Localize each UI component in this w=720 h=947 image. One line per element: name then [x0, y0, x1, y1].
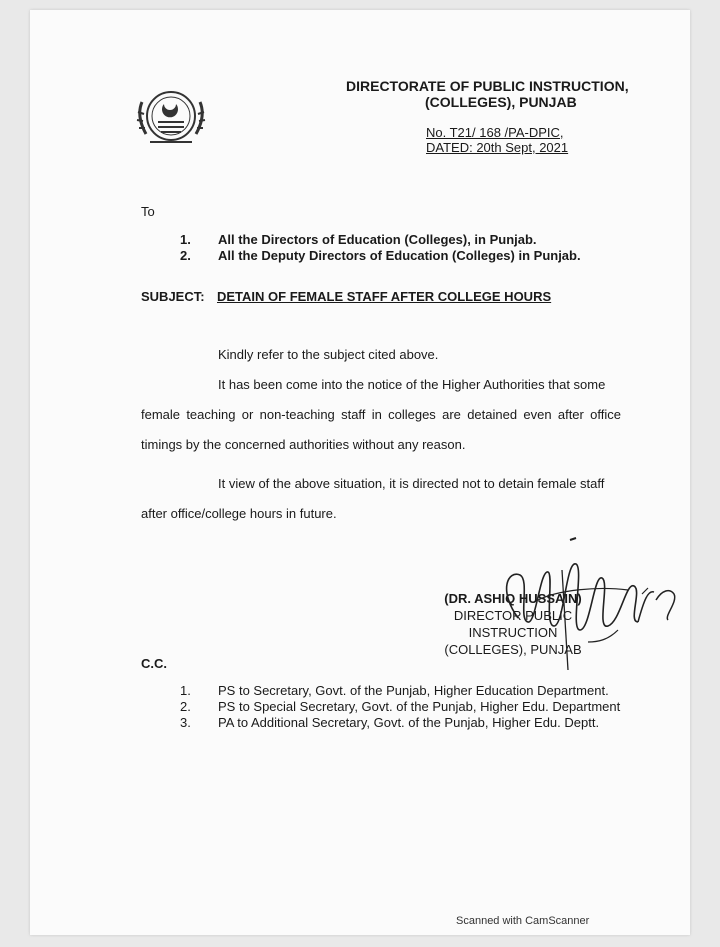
- body-paragraph-2-line-2: female teaching or non-teaching staff in colleges are detained even after office: [141, 407, 621, 422]
- signatory-name: (DR. ASHIQ HUSSAIN): [444, 591, 582, 606]
- cc-list: [180, 683, 620, 731]
- subject-label: SUBJECT:: [141, 289, 205, 304]
- cc-text: PS to Secretary, Govt. of the Punjab, Higher Education Department.: [218, 683, 609, 698]
- recipient-text: All the Directors of Education (Colleges), in Punjab.: [218, 232, 537, 247]
- list-item: [180, 232, 581, 248]
- scanner-watermark: Scanned with CamScanner: [456, 915, 590, 927]
- subject-text: DETAIN OF FEMALE STAFF AFTER COLLEGE HOURS: [217, 289, 552, 304]
- recipient-text: All the Deputy Directors of Education (Colleges) in Punjab.: [218, 248, 581, 263]
- signatory-title: DIRECTOR PUBLIC INSTRUCTION: [453, 608, 573, 640]
- reference-number: No. T21/ 168 /PA-DPIC,: [426, 125, 564, 140]
- signatory-office: (COLLEGES), PUNJAB: [444, 642, 582, 657]
- office-name-line1: DIRECTORATE OF PUBLIC INSTRUCTION,: [346, 78, 629, 94]
- to-label: To: [141, 204, 155, 219]
- document-page: [30, 10, 690, 935]
- body-paragraph-2-line-3: timings by the concerned authorities without any reason.: [141, 437, 466, 452]
- recipient-number: 2.: [180, 248, 191, 263]
- body-paragraph-3-line-2: after office/college hours in future.: [141, 506, 337, 521]
- cc-number: 3.: [180, 715, 191, 730]
- letter-date: DATED: 20th Sept, 2021: [426, 140, 569, 155]
- body-paragraph-1: Kindly refer to the subject cited above.: [218, 347, 439, 362]
- list-item: [180, 248, 581, 264]
- cc-number: 2.: [180, 699, 191, 714]
- cc-text: PS to Special Secretary, Govt. of the Punjab, Higher Edu. Department: [218, 699, 621, 714]
- office-name-line2: (COLLEGES), PUNJAB: [425, 94, 577, 110]
- handwritten-signature-icon: [478, 530, 688, 670]
- cc-text: PA to Additional Secretary, Govt. of the Punjab, Higher Edu. Deptt.: [218, 715, 600, 730]
- punjab-emblem-icon: [128, 82, 214, 154]
- list-item: [180, 683, 620, 699]
- body-paragraph-2-line-1: It has been come into the notice of the Higher Authorities that some: [218, 377, 606, 392]
- recipient-number: 1.: [180, 232, 191, 247]
- list-item: [180, 699, 620, 715]
- list-item: [180, 715, 620, 731]
- body-paragraph-3-line-1: It view of the above situation, it is directed not to detain female staff: [218, 476, 605, 491]
- cc-label: C.C.: [141, 656, 167, 671]
- cc-number: 1.: [180, 683, 191, 698]
- recipient-list: [180, 232, 581, 264]
